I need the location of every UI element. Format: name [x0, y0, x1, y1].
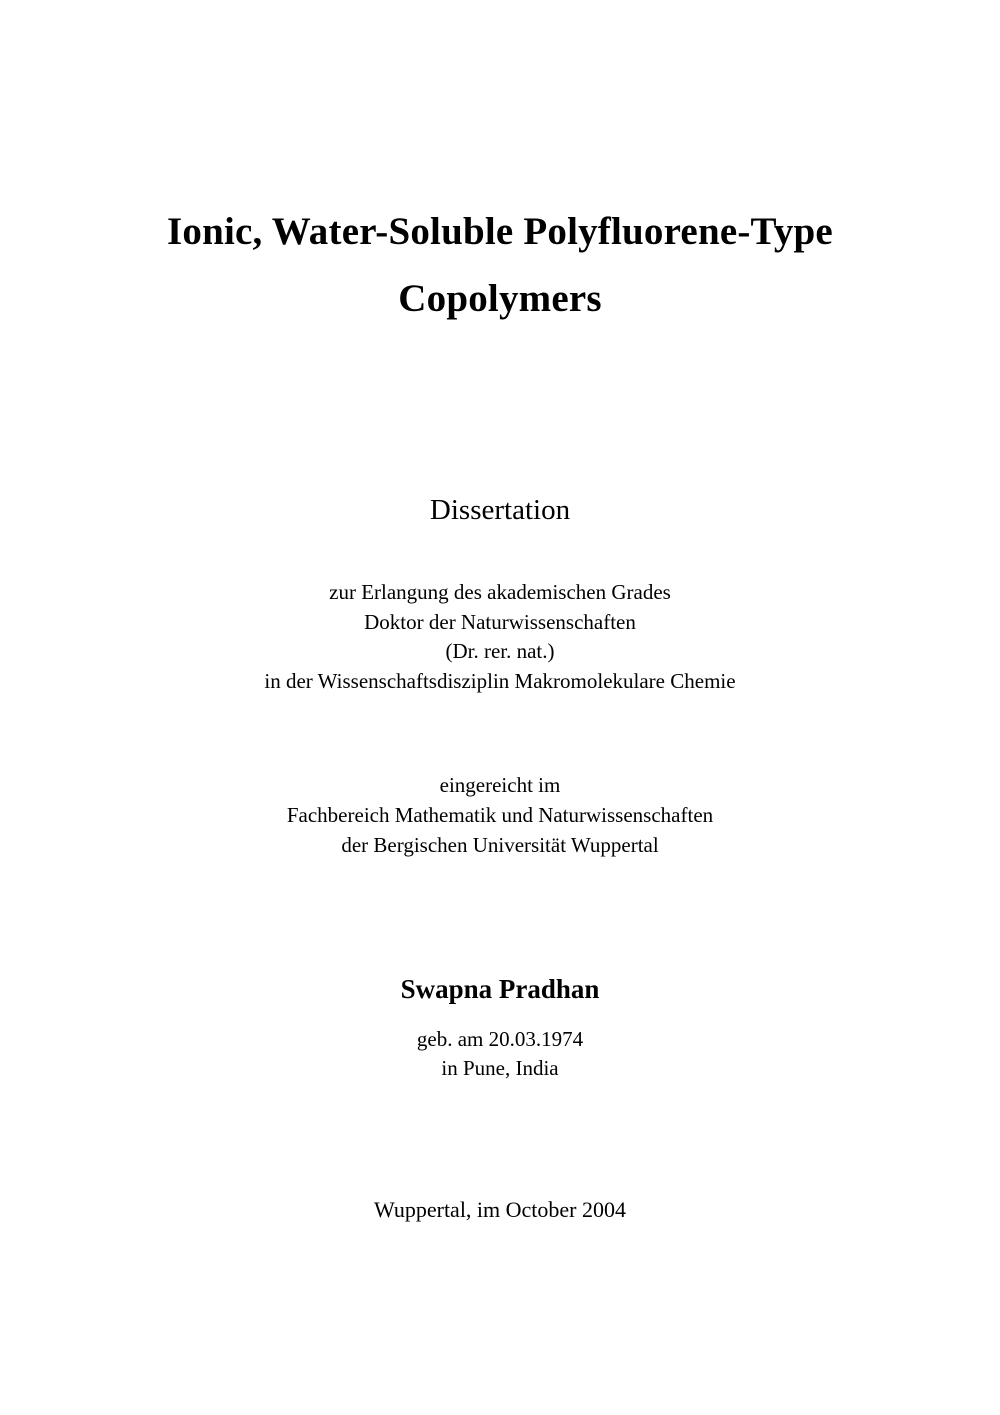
degree-line-1: zur Erlangung des akademischen Grades: [329, 580, 671, 604]
degree-line-2: Doktor der Naturwissenschaften: [364, 609, 636, 634]
degree-block: [0, 578, 1000, 696]
degree-line-3: (Dr. rer. nat.): [445, 639, 555, 663]
degree-line-4: in der Wissenschaftsdisziplin Makromolekulare Chemie: [264, 668, 736, 693]
place-and-date: Wuppertal, im October 2004: [373, 1197, 627, 1222]
submission-line-1: eingereicht im: [439, 773, 561, 797]
author-birth-date: geb. am 20.03.1974: [416, 1027, 584, 1051]
thesis-title-line-2: Copolymers: [398, 277, 602, 320]
submission-line-2: Fachbereich Mathematik und Naturwissenschaften: [286, 803, 714, 827]
dissertation-heading: Dissertation: [429, 494, 571, 526]
submission-line-3: der Bergischen Universität Wuppertal: [341, 833, 659, 857]
submission-block: [0, 770, 1000, 860]
author-birth-place: in Pune, India: [441, 1055, 559, 1080]
author-name: Swapna Pradhan: [400, 974, 600, 1004]
thesis-title-line-1: Ionic, Water-Soluble Polyfluorene-Type: [167, 210, 833, 253]
author-birth-block: [0, 1025, 1000, 1082]
